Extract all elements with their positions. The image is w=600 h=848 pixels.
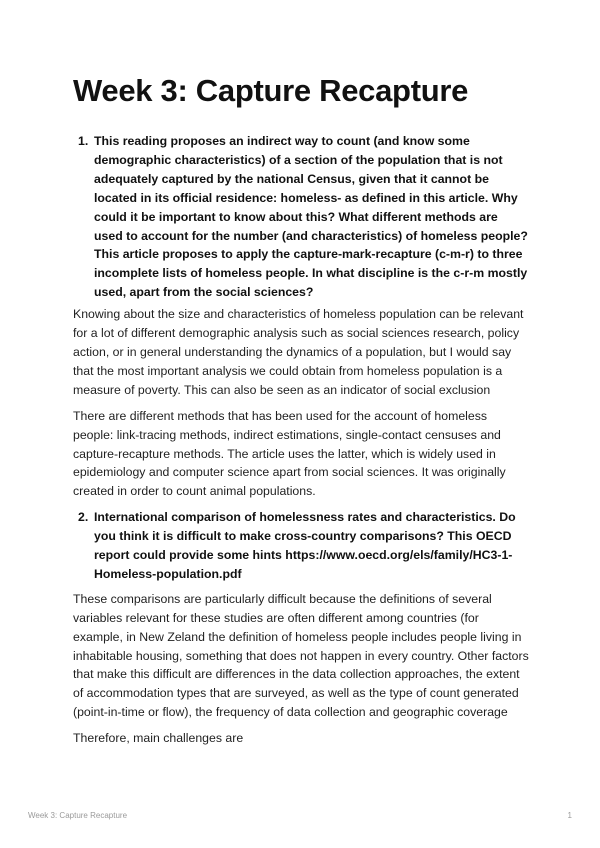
answer-paragraph: There are different methods that has been used for the account of homeless people: link-tracing methods, indirect estimations, single-contact censuses and capture-recapture methods. The article uses the latter, which is widely used in epidemiology and computer science apart from social sciences. It was originally created in order to count animal populations. — [73, 408, 506, 499]
question-number: 2. — [78, 510, 89, 525]
question-list-2 — [73, 508, 529, 584]
footer-title: Week 3: Capture Recapture — [28, 811, 128, 820]
page-title: Week 3: Capture Recapture — [73, 73, 469, 108]
question-list-1 — [73, 132, 529, 302]
page-number: 1 — [567, 811, 572, 820]
question-number: 1. — [78, 134, 89, 148]
answer-paragraph: Knowing about the size and characteristics of homeless population can be relevant for a lot of different demographic analysis such as social sciences research, policy action, or in general understanding the dynamics of a population, but I would say that the most important analysis we could obtain from homeless population is a measure of poverty. This can also be seen as an indicator of social exclusion — [73, 307, 524, 397]
question-text: International comparison of homelessness rates and characteristics. Do you think it is difficult to make cross-country comparisons? This OECD report could provide some hints https://www.oecd.org/els/family/HC3-1-Homeless-population.pdf — [94, 510, 516, 581]
page-footer — [28, 811, 572, 820]
question-2 — [73, 508, 529, 584]
document-page — [73, 72, 529, 748]
answer-paragraph: These comparisons are particularly difficult because the definitions of several variables relevant for these studies are often different among countries (for example, in New Zeland the definition of homeless people includes people living in inhabitable housing, something that does not happen in every country. Other factors that make this difficult are differences in the data collection approaches, the extent of accommodation types that are surveyed, as well as the type of count generated (point-in-time or flow), the frequency of data collection and geographic coverage — [73, 591, 529, 720]
question-text: This reading proposes an indirect way to count (and know some demographic characteristics) of a section of the population that is not adequately captured by the national Census, given that it cannot be located in its official residence: homeless- as defined in this article. Why could it be important to know about this? What different methods are used to account for the number (and characteristics) of homeless people? This article proposes to apply the capture-mark-recapture (c-m-r) to three incomplete lists of homeless people. In what discipline is the c-r-m mostly used, apart from the social sciences? — [94, 134, 528, 300]
question-1 — [73, 132, 529, 302]
answer-paragraph: Therefore, main challenges are — [73, 731, 244, 746]
